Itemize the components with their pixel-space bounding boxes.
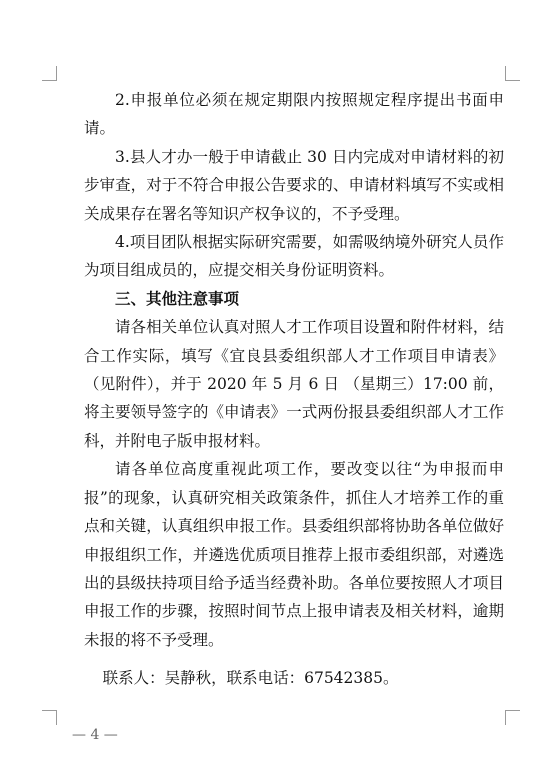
crop-mark-top-left (42, 66, 57, 81)
crop-mark-bottom-right (505, 710, 520, 725)
paragraph-work-requirements: 请各单位高度重视此项工作，要改变以往“为申报而申报”的现象，认真研究相关政策条件，抓住人才培养工作的重点和关键，认真组织申报工作。县委组织部将协助各单位做好申报组织工作，并遴选优质项目推荐上报市委组织部，对遴选出的县级扶持项目给予适当经费补助。各单位要按照人才项目申报工作的步骤，按照时间节点上报申请表及相关材料，逾期未报的将不予受理。 (84, 460, 504, 649)
document-body (84, 86, 504, 693)
crop-mark-top-right (505, 66, 520, 81)
page-number: — 4 — (72, 727, 118, 743)
contact-line: 联系人：吴静秋，联系电话：67542385。 (102, 669, 399, 688)
paragraph-item-4: 4.项目团队根据实际研究需要，如需吸纳境外研究人员作为项目组成员的，应提交相关身份证明资料。 (84, 233, 504, 280)
section-heading: 三、其他注意事项 (115, 289, 240, 308)
paragraph-item-2: 2.申报单位必须在规定期限内按照规定程序提出书面申请。 (84, 91, 504, 138)
paragraph-item-3: 3.县人才办一般于申请截止 30 日内完成对申请材料的初步审查，对于不符合申报公告要求的、申请材料填写不实或相关成果存在署名等知识产权争议的，不予受理。 (84, 147, 504, 223)
crop-mark-bottom-left (42, 710, 57, 725)
paragraph-application-instructions: 请各相关单位认真对照人才工作项目设置和附件材料，结合工作实际，填写《宜良县委组织部人才工作项目申请表》（见附件），并于 2020 年 5 月 6 日 （星期三）17:00 前，将主要领导签字的《申请表》一式两份报县委组织部人才工作科，并附电子版申报材料。 (84, 318, 504, 450)
